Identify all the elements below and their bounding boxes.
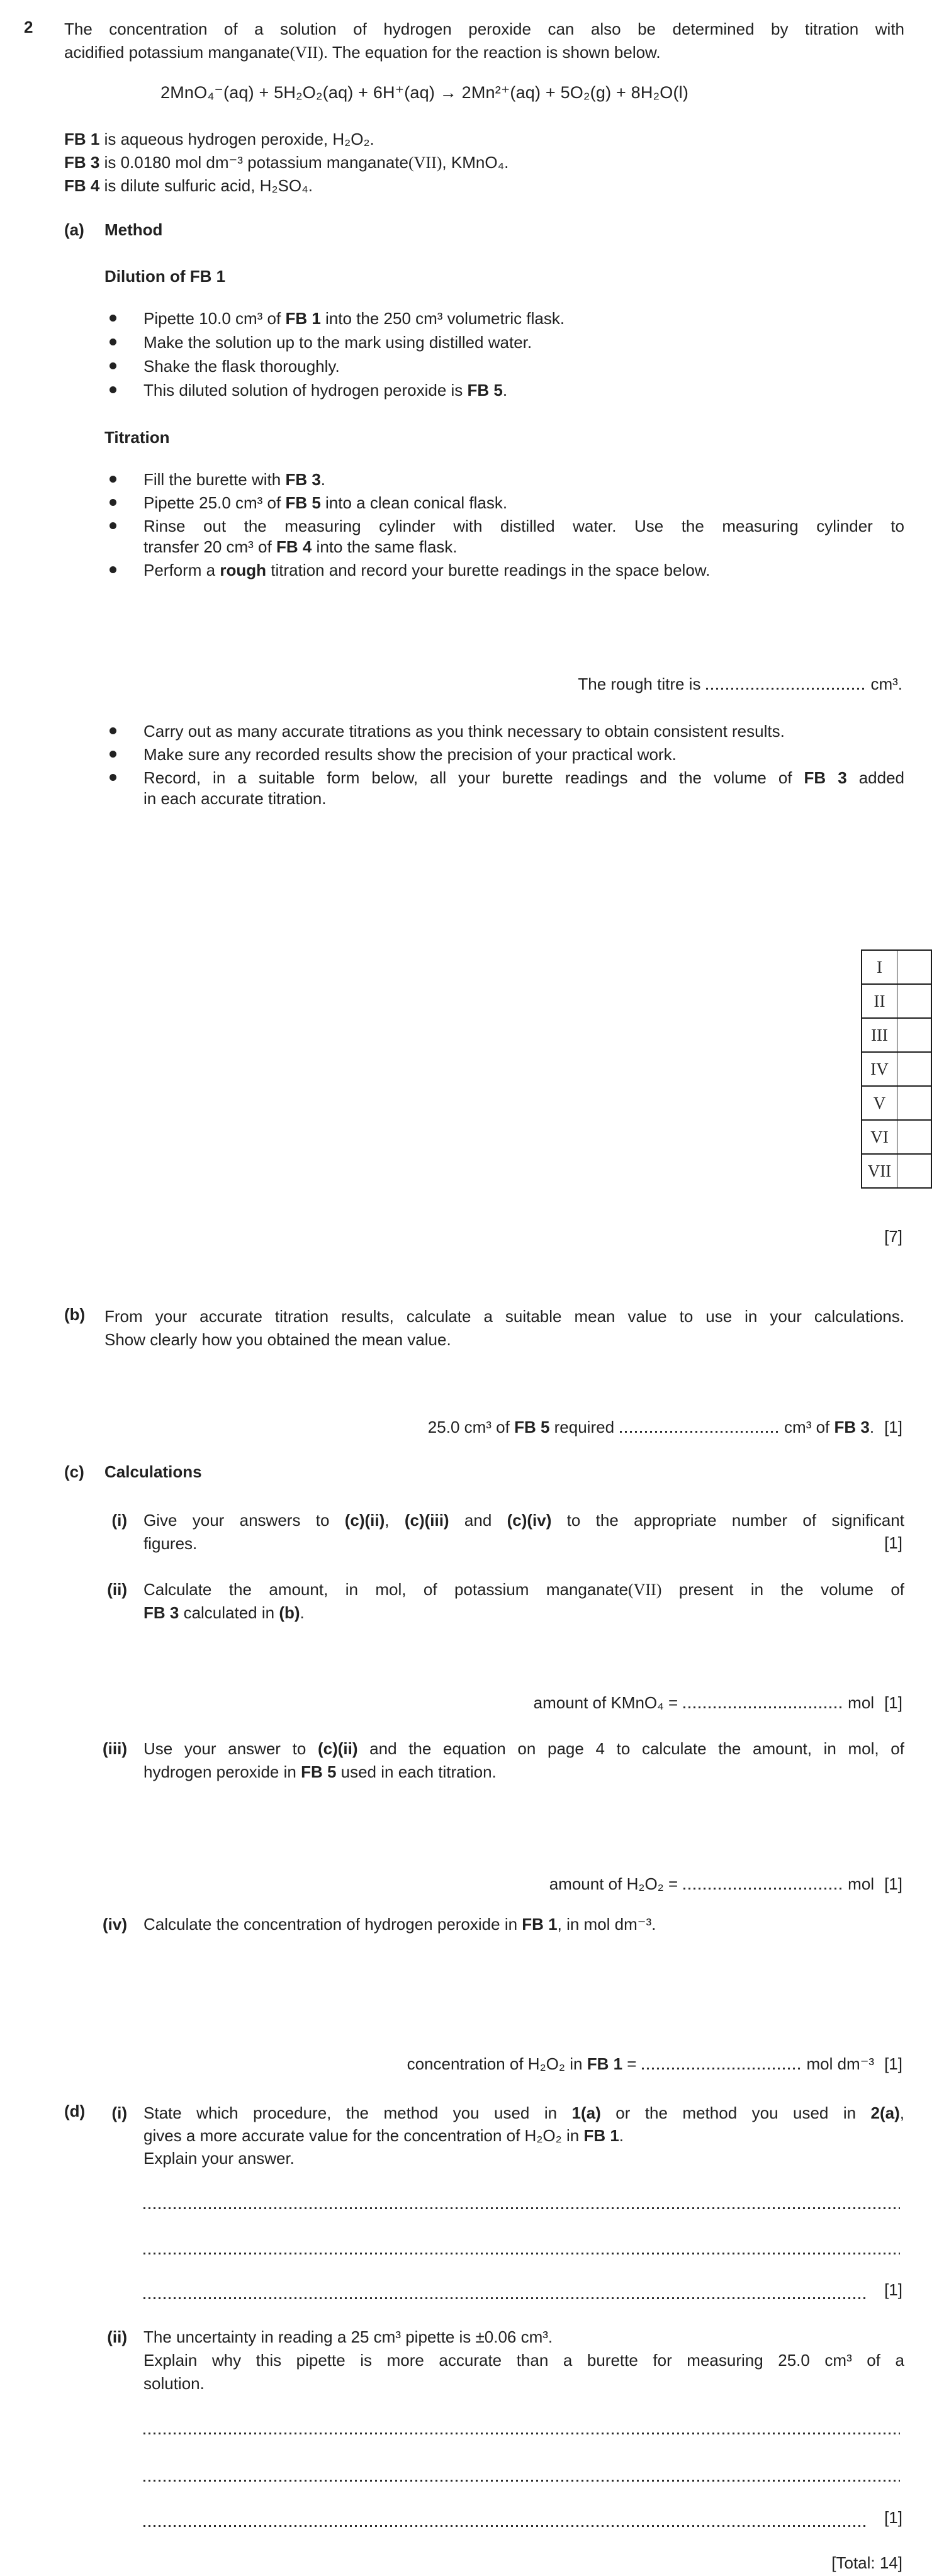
answer-writing-line[interactable] xyxy=(143,2480,900,2482)
table-row xyxy=(862,1052,931,1086)
rough-titre-row xyxy=(578,674,902,695)
answer-prefix: amount of H₂O₂ = xyxy=(549,1874,678,1893)
table-row-label: VII xyxy=(862,1154,897,1188)
bullet-icon xyxy=(110,727,116,734)
answer-suffix: mol xyxy=(848,1693,875,1712)
part-d-i-label: (i) xyxy=(111,2103,127,2122)
reagent-fb3: FB 3 is 0.0180 mol dm⁻³ potassium manganate(VII), KMnO₄. xyxy=(64,153,509,172)
bullet-item xyxy=(108,768,904,809)
part-c-iii-text xyxy=(143,1737,904,1784)
h2o2-amount-answer-blank[interactable] xyxy=(683,1888,842,1890)
bullet-icon xyxy=(110,386,116,393)
bullet-text-line: in each accurate titration. xyxy=(143,789,327,808)
part-d-i-line-1 xyxy=(143,2102,904,2124)
table-row xyxy=(862,1154,931,1188)
bullet-item xyxy=(108,380,904,401)
answer-suffix: mol dm⁻³ xyxy=(806,2054,875,2073)
part-c-iii-label: (iii) xyxy=(103,1739,127,1758)
titration-result-cell[interactable] xyxy=(897,1018,932,1052)
total-marks-badge: [Total: 14] xyxy=(831,2553,902,2572)
part-c-iii-line-2: hydrogen peroxide in FB 5 used in each titration. xyxy=(143,1762,497,1781)
titration-result-cell[interactable] xyxy=(897,1120,932,1154)
part-d-i-line-3: Explain your answer. xyxy=(143,2149,295,2168)
part-b-line-1: From your accurate titration results, calculate a suitable mean value to use in your calculations. xyxy=(104,1307,904,1326)
bullet-item xyxy=(108,721,904,742)
bullet-item xyxy=(108,493,904,513)
titration-result-cell[interactable] xyxy=(897,984,932,1018)
answer-writing-line[interactable] xyxy=(143,2253,900,2254)
titration-result-cell[interactable] xyxy=(897,1052,932,1086)
bullet-icon xyxy=(110,522,116,529)
bullet-text: Pipette 25.0 cm³ of FB 5 into a clean conical flask. xyxy=(143,493,508,512)
bullet-item xyxy=(108,469,904,490)
part-c-i-line-1: Give your answers to (c)(ii), (c)(iii) and (c)(iv) to the appropriate number of significant xyxy=(143,1511,904,1530)
reagent-fb4: FB 4 is dilute sulfuric acid, H₂SO₄. xyxy=(64,176,313,195)
part-c-heading: Calculations xyxy=(104,1462,202,1481)
bullet-item xyxy=(108,560,904,581)
part-d-ii-line-1: The uncertainty in reading a 25 cm³ pipette is ±0.06 cm³. xyxy=(143,2327,553,2346)
concentration-answer-blank[interactable] xyxy=(642,2068,801,2069)
marks-badge: [1] xyxy=(884,1418,902,1436)
titration-result-cell[interactable] xyxy=(897,1086,932,1120)
answer-writing-line[interactable] xyxy=(143,2207,900,2209)
part-b-text xyxy=(104,1305,904,1352)
part-c-iv-line-1: Calculate the concentration of hydrogen peroxide in FB 1, in mol dm⁻³. xyxy=(143,1915,656,1934)
table-row-label: V xyxy=(862,1086,897,1120)
part-c-ii-text xyxy=(143,1578,904,1625)
part-d-i-text xyxy=(143,2102,904,2170)
titration-result-cell[interactable] xyxy=(897,1154,932,1188)
bullet-icon xyxy=(110,566,116,573)
table-row xyxy=(862,1120,931,1154)
answer-writing-line[interactable] xyxy=(143,2297,867,2299)
bullet-item xyxy=(108,356,904,377)
part-d-label: (d) xyxy=(64,2102,86,2120)
answer-suffix: cm³ of FB 3. xyxy=(784,1418,875,1436)
answer-prefix: concentration of H₂O₂ in FB 1 = xyxy=(407,2054,637,2073)
kmno4-amount-answer-blank[interactable] xyxy=(683,1706,842,1708)
table-row xyxy=(862,1086,931,1120)
part-c-i-line-2: figures. xyxy=(143,1534,198,1553)
question-number: 2 xyxy=(24,18,33,36)
marks-badge: [1] xyxy=(884,2280,902,2299)
concentration-answer-row xyxy=(407,2054,902,2075)
bullet-icon xyxy=(110,751,116,758)
bullet-text: This diluted solution of hydrogen peroxide is FB 5. xyxy=(143,381,508,400)
intro-line-1: The concentration of a solution of hydrogen peroxide can also be determined by titration with xyxy=(64,20,904,38)
bullet-text: Perform a rough titration and record your burette readings in the space below. xyxy=(143,561,711,580)
answer-prefix: amount of KMnO₄ = xyxy=(533,1693,678,1712)
table-row-label: II xyxy=(862,984,897,1018)
bullet-icon xyxy=(110,499,116,506)
titration-results-table xyxy=(861,949,932,1189)
bullet-text-line: Rinse out the measuring cylinder with distilled water. Use the measuring cylinder to xyxy=(143,517,904,535)
bullet-icon xyxy=(110,315,116,322)
table-row-label: III xyxy=(862,1018,897,1052)
part-b-label: (b) xyxy=(64,1305,86,1324)
part-c-ii-line-2: FB 3 calculated in (b). xyxy=(143,1603,305,1622)
marks-badge: [1] xyxy=(884,2508,902,2527)
rough-titre-suffix: cm³. xyxy=(870,675,902,693)
part-c-iii-line-1: Use your answer to (c)(ii) and the equation on page 4 to calculate the amount, in mol, of xyxy=(143,1739,904,1758)
bullet-item xyxy=(108,516,904,557)
reagent-fb1: FB 1 is aqueous hydrogen peroxide, H₂O₂. xyxy=(64,130,374,148)
rough-titre-prefix: The rough titre is xyxy=(578,675,701,693)
part-d-ii-line-2: Explain why this pipette is more accurate than a burette for measuring 25.0 cm³ of a xyxy=(143,2351,904,2370)
mean-titre-answer-blank[interactable] xyxy=(620,1431,778,1433)
bullet-icon xyxy=(110,362,116,369)
table-row xyxy=(862,950,931,984)
bullet-text: Pipette 10.0 cm³ of FB 1 into the 250 cm³ volumetric flask. xyxy=(143,309,565,328)
part-a-marks-badge: [7] xyxy=(884,1227,902,1246)
marks-badge: [1] xyxy=(884,2054,902,2073)
bullet-item xyxy=(108,332,904,353)
bullet-icon xyxy=(110,339,116,345)
reagent-list xyxy=(64,128,904,198)
bullet-icon xyxy=(110,476,116,483)
part-d-ii-text xyxy=(143,2326,904,2395)
answer-prefix: 25.0 cm³ of FB 5 required xyxy=(427,1418,615,1436)
part-a-heading: Method xyxy=(104,220,163,239)
bullet-item xyxy=(108,744,904,765)
titration-result-cell[interactable] xyxy=(897,950,932,984)
part-c-iv-label: (iv) xyxy=(103,1915,127,1934)
bullet-icon xyxy=(110,774,116,781)
part-c-ii-line-1: Calculate the amount, in mol, of potassium manganate(VII) present in the volume of xyxy=(143,1580,904,1599)
bullet-text-line: transfer 20 cm³ of FB 4 into the same flask. xyxy=(143,537,458,556)
bullet-text xyxy=(143,516,904,557)
part-a-label: (a) xyxy=(64,220,84,239)
table-row-label: I xyxy=(862,950,897,984)
titration-heading: Titration xyxy=(104,428,170,447)
part-c-label: (c) xyxy=(64,1462,84,1481)
dilution-bullet-list xyxy=(108,308,904,401)
bullet-text xyxy=(143,768,904,809)
table-row-label: VI xyxy=(862,1120,897,1154)
marks-badge: [1] xyxy=(884,1874,902,1893)
h2o2-answer-row xyxy=(549,1874,902,1895)
answer-writing-line[interactable] xyxy=(143,2525,867,2527)
bullet-text: Make sure any recorded results show the precision of your practical work. xyxy=(143,745,677,764)
marks-badge: [1] xyxy=(884,1693,902,1712)
bullet-item xyxy=(108,308,904,329)
answer-writing-line[interactable] xyxy=(143,2433,900,2434)
intro-paragraph xyxy=(64,18,904,64)
table-row-label: IV xyxy=(862,1052,897,1086)
bullet-text: Make the solution up to the mark using distilled water. xyxy=(143,333,532,352)
accurate-bullet-list xyxy=(108,721,904,809)
rough-titre-answer-blank[interactable] xyxy=(706,688,865,690)
bullet-text-line: Record, in a suitable form below, all your burette readings and the volume of FB 3 added xyxy=(143,768,904,787)
marks-badge: [1] xyxy=(884,1533,902,1552)
table-row xyxy=(862,1018,931,1052)
part-d-i-line-2: gives a more accurate value for the concentration of H₂O₂ in FB 1. xyxy=(143,2126,624,2145)
part-b-answer-row xyxy=(428,1417,902,1438)
answer-suffix: mol xyxy=(848,1874,875,1893)
bullet-text: Shake the flask thoroughly. xyxy=(143,357,340,376)
bullet-text: Fill the burette with FB 3. xyxy=(143,470,326,489)
kmno4-answer-row xyxy=(534,1693,902,1713)
part-d-i-line-1-inner: State which procedure, the method you used in 1(a) or the method you used in 2(a), xyxy=(143,2103,904,2122)
table-row xyxy=(862,984,931,1018)
part-c-i-text xyxy=(143,1509,904,1555)
bullet-text: Carry out as many accurate titrations as you think necessary to obtain consistent results. xyxy=(143,722,785,741)
dilution-heading: Dilution of FB 1 xyxy=(104,267,226,286)
part-c-i-label: (i) xyxy=(111,1511,127,1530)
chemical-equation: 2MnO₄⁻(aq) + 5H₂O₂(aq) + 6H⁺(aq) → 2Mn²⁺(aq) + 5O₂(g) + 8H₂O(l) xyxy=(160,83,689,102)
intro-line-2: acidified potassium manganate(VII). The equation for the reaction is shown below. xyxy=(64,43,661,62)
titration-bullet-list xyxy=(108,469,904,581)
part-c-iv-text xyxy=(143,1913,904,1936)
part-c-ii-label: (ii) xyxy=(107,1580,127,1599)
part-d-ii-label: (ii) xyxy=(107,2327,127,2346)
part-d-ii-line-3: solution. xyxy=(143,2374,205,2393)
part-b-line-2: Show clearly how you obtained the mean value. xyxy=(104,1330,451,1349)
